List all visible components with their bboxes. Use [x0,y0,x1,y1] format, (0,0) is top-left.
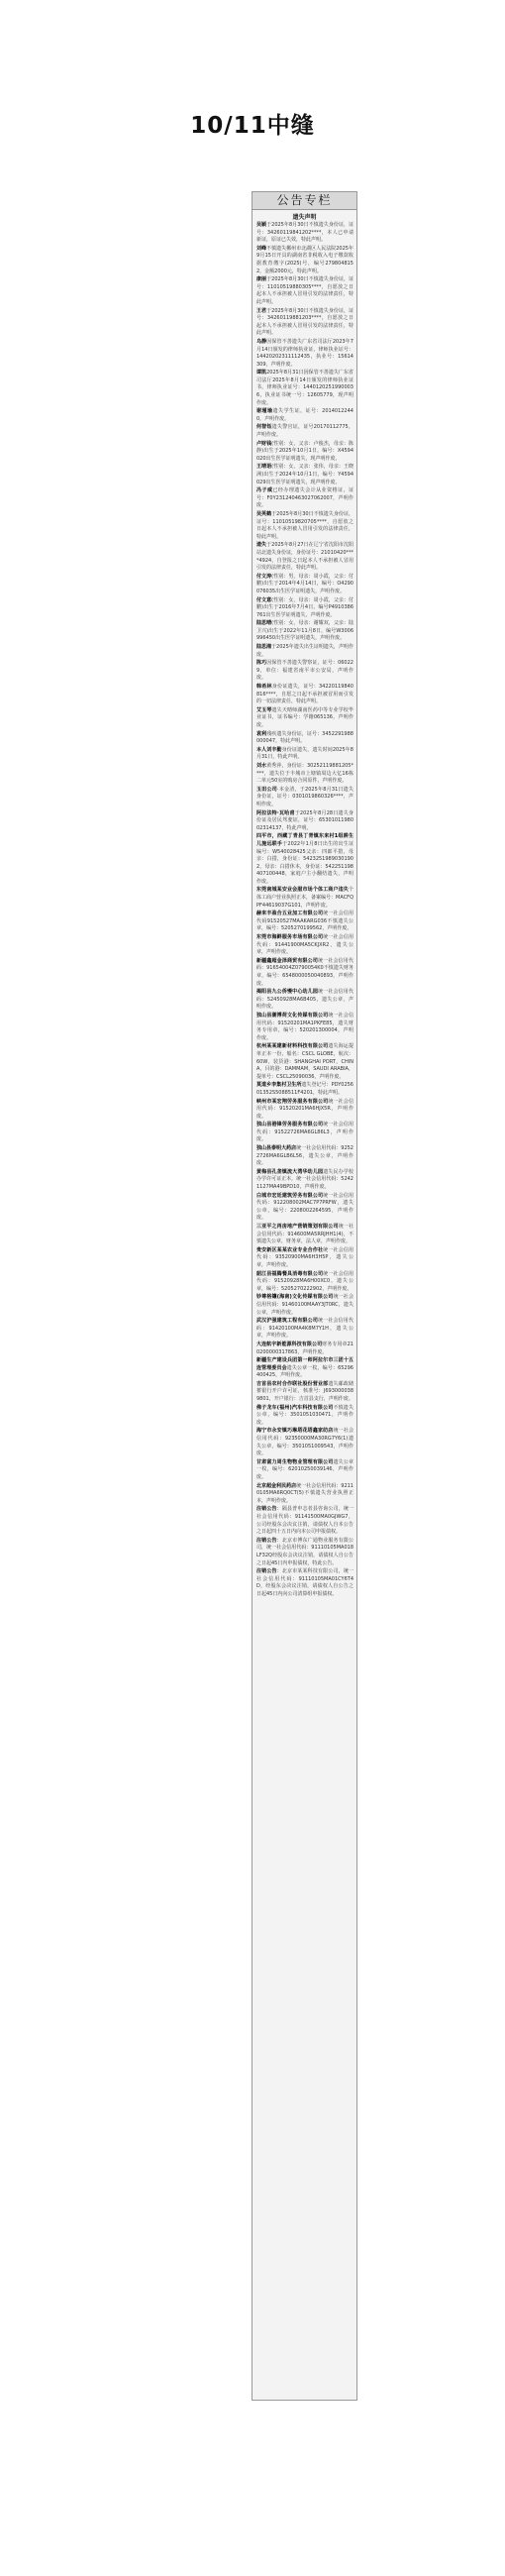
notice-item [256,308,354,338]
notice-item [256,1193,354,1223]
notice-body: ：隔县普申志者县咨询公司，统一社会信用代码：91141500MA0GJWG7，公司经股东会决议注销，请债权人自本公告之日起四十五日内向本公司申报债权。 [256,1506,354,1536]
notice-item [256,1459,354,1482]
notice-heading: 艾玉琴 [256,706,272,713]
notice-item [256,1271,354,1294]
page-title: 10/11中缝 [190,113,315,139]
notice-item [256,222,354,245]
notice-item [256,276,354,306]
notice-heading: 康丽 [256,276,267,283]
notice-body: 统一社会信用代码：92110105MA6RQ0CT(5)不慎遗失营业执照正本，声明作废。 [256,1482,354,1504]
notice-body: 因保管不善遗失广东省司法厅2023年7月14日颁发的律师执业证，律师执业证号：14420202311112435，执业号：15614309，声明作废。 [256,338,354,368]
notice-body: 统一社会信用代码：91520201MA1PKFE85，遗失财务专用章，编号：520201300004，声明作废。 [256,1012,354,1041]
notice-body: (性别：女，父亲：张伟，母亲：王晓洲)出生于2024年10月1日，编号：Y4594029出生医学证明遗失，现声明作废。 [256,464,354,485]
notice-item [256,958,354,988]
notice-heading: 冯子威 [256,487,273,494]
notice-heading: 注销公告 [256,1506,277,1513]
notice-heading: 付文意 [256,596,272,603]
notice-item [256,1381,354,1404]
notice-heading: 吴英鹤 [256,510,272,517]
notice-body: 遗失警官证，证号20170112775，声明作废。 [256,424,354,439]
notice-item [256,574,354,596]
notice-body: 身份证遗失，证号：34220119840816****，自愿之日起不承担被冒用而引发的一切法律责任，特此声明。 [256,684,354,705]
notice-heading: 何智钰 [256,424,272,431]
notice-item [256,644,354,659]
notice-item [256,1169,354,1192]
notice-heading: 陆思湘 [256,644,272,651]
notice-item [256,1099,354,1122]
notice-item [256,934,354,957]
notice-heading: 黄梅县孔垄镇流大湾华幼儿园 [256,1168,324,1175]
notice-item [256,424,354,439]
column-subheading: 遗失声明 [292,214,317,221]
notice-item [256,1013,354,1042]
notice-body: ：北京市博东广通物业服务有限公司，统一社会信用代码：91110105MA018LF32Q经股东会决议注销，请债权人自公告之日起45日内申报债权，特此公告。 [256,1537,354,1566]
notice-heading: 佛子龙车(福州)汽车科技有限公司 [256,1404,334,1411]
notice-body: 于2025年8月30日不慎遗失身份证，证号：11010519880305****，自愿放之日起本人不承担被人冒用引发的法律责任，特此声明。 [256,276,354,305]
notice-body: 于2022年1月8日出生的出生证编号：W540028425父亲：四郎平措，母亲：白措，身份证：54232519890301902，母亲：白措休本，身份证：542251198407100448，家庭户主小翻结遗失，声明作废。 [256,840,354,885]
notice-item [256,731,354,746]
notice-body: 统一社会信用代码：914600MA5RRJHH1(4)，不慎遗失公章，财务章，法人章，声明作废。 [256,1224,354,1245]
notice-body: 遗失民办学校办学许可证正本，统一社会信用代码：52421127MA49BPD10，声明作废。 [256,1168,354,1191]
notice-body: 统一社会信用代码：91654004Z0790054K0不慎遗失财务章，编号：6548000050040893，声明作废。 [256,957,354,987]
notice-item [256,747,354,762]
notice-heading: 贵安新区某某农业专业合作社 [256,1246,324,1253]
notice-item [256,1357,354,1380]
notice-item [256,511,354,541]
notice-item [256,487,354,510]
notice-heading: 独山县港锋劳务服务有限公司 [256,1122,324,1128]
notice-body: 2025年8月31日因保管不善遗失广东省司法厅2025年8月14日颁发的律师执业证书，律师执业证号：14401202519900036，执业证书统一号：12605779，现声明作废。 [256,370,354,406]
notice-body: (性别：女，母亲：周小霞，父亲：付鹏)出生于2016年7月4日，编号P4910386761出生医学证明遗失，声明作废。 [256,596,354,618]
notice-body: 个体工商户营业执照正本，备案编号：MACFQPF44619037G101，声明作废。 [256,887,354,909]
notice-body: 因保管不善遗失警察证，证号：060229，单位：福建省南平市公安局，声明作废。 [256,660,354,682]
notice-heading: 王靖语 [256,464,272,471]
notice-item [256,620,354,643]
notice-heading: 大连航宇新能源科技有限公司 [256,1341,323,1347]
notice-body: 遗失公章一枚，编号：65296400425，声明作废。 [256,1364,354,1379]
notice-body: 不慎遗失郴州市北湖区人民法院2025年9月15日开具的湖南省非税收入电子缴款收据教育缴字(2025)号，编号2798048152，金额2000元，特此声明。 [256,245,354,274]
notice-body: 统一社会信用代码：91420100MA4K8M7Y1H，遗失公章，声明作废。 [256,1318,354,1340]
notice-heading: 刘水 [256,762,267,769]
notice-item [256,887,354,910]
notice-body: 统一社会信用代码：91520928MA6H00XC0，遗失公章，编号：5205270222902，声明作废。 [256,1270,354,1292]
notice-item [256,707,354,730]
notice-heading: 陆思晴 [256,620,272,627]
notice-item [256,1568,354,1598]
notice-heading: 新疆生产建设兵团第一师阿拉尔市三团十五连管理委员会 [256,1357,354,1371]
notice-heading: 三亚平之再房地产营销策划有限公司 [256,1224,339,1230]
notice-heading: 注销公告 [256,1537,277,1544]
notice-heading: 白城市宏廷建筑劳务有限公司 [256,1192,324,1199]
notice-heading: 甘肃富力周生物物业管理有限公司 [256,1458,334,1465]
notice-heading: 谢瑾瑜 [256,408,273,415]
notice-body: ：北京市某某科技有限公司，统一社会信用代码：91110105MA01CY6T4D，经股东会决议注销，请债权人自公告之日起45日内向公司清算组申报债权。 [256,1568,354,1597]
notice-heading: 赫来丰盈合五业加工有限公司 [256,911,324,917]
notice-item [256,1224,354,1246]
notice-item [256,441,354,464]
notice-heading: 王君 [256,307,267,314]
notice-body: 遗失登记号：PDY025601352S5088511F4201，特此声明。 [256,1082,354,1096]
notice-heading: 吉首县农村合作联社股份营业部 [256,1380,329,1387]
notice-heading: 北京超金利民药店 [256,1482,297,1489]
notice-heading: 杭州某某建新材料科技有限公司 [256,1043,329,1050]
notice-item [256,1538,354,1567]
notice-item [256,1428,354,1457]
notice-heading: 海宁市永安镇巧琳塔花塔鑫家纺店 [256,1428,334,1435]
notice-column [252,191,357,2401]
notice-body: 不慎遗失公章，编号：3501051030471，声明作废。 [256,1404,354,1426]
notice-body: (性别：女，父亲：卢俊杰，母亲：陈静)出生于2025年10月1日，编号：X4594020出生医学证明遗失，现声明作废。 [256,440,354,462]
notice-item [256,763,354,786]
notice-heading: 玉田公司 [256,786,277,793]
notice-heading: 独山县潮博荷文化传媒有限公司 [256,1012,329,1019]
notice-item [256,464,354,486]
notice-body: 统一社会信用代码：92350000MA30RG7Y6(1)遗失公章，编号：3501051009543，声明作废。 [256,1428,354,1457]
notice-item [256,1405,354,1428]
notice-heading: 遗失 [256,542,267,549]
notice-heading: 韩希林 [256,684,272,691]
notice-heading: 钞尊格镶(海南)文化传媒有限公司 [256,1294,334,1301]
notice-item [256,810,354,833]
notice-body: 于2025年8月30日不慎遗失身份证，证号：34260119881203****，自愿放之日起本人不承担被人冒用引发的法律责任，特此声明。 [256,307,354,337]
notice-item [256,684,354,706]
notice-heading: 韶江县福腾餐具消毒有限公司 [256,1270,324,1277]
notice-body: (性别：男，母亲：周小霞，父亲：付鹏)出生于2014年4月14日，编号：O4290076035出生医学证明遗失，声明作废。 [256,573,354,594]
notice-body: 残疾遗失身份证，证号：3452291988000047，特此声明。 [256,730,354,745]
notice-heading: 四平市，西藏丁青县丁青镇东来村1组耕生儿施远联手 [256,833,354,847]
notice-body: 统一社会信用代码：91520201MA6HJX5R，声明作废。 [256,1098,354,1120]
notice-body: 身份证遗失，遗失时间2025年8月31日，特此声明。 [256,746,354,761]
notice-item [256,339,354,369]
notice-heading: 刘峰 [256,245,267,252]
notice-body: 黄秀萍，身份证：30252119881205****，遗失位于丰城市上塘镇周边大亿16栋二单元50室的购房合同原件，声明作废。 [256,762,354,785]
notice-body: (性别：女，母亲：谢耀双，父亲：陆卫兴)出生于2022年11月8日，编号W3006996450出生医学证明遗失，声明作废。 [256,620,354,642]
notice-body: ·本金清，于2025年8月31日遗失身份证，证号：0301019860326****，声明作废。 [256,786,354,807]
notice-item [256,1506,354,1536]
notice-heading: 注销公告 [256,1568,277,1575]
notice-body: 统一社会信用代码91520527MAAKARG036不慎遗失公章，编号：5205270199562，声明作废。 [256,911,354,932]
notice-heading: 东莞南城某安业会服市场个体工商户违失 [256,887,349,894]
notice-body: 统一社会信用代码：91460100MAAY3JT0RC，遗失公章，声明作废。 [256,1294,354,1316]
notice-body: 遗失海运提单正本一份，船名：CSCL GLOBE，航次：60W，装货港：SHANGHAI PORT，CHINA，目的港：DAMMAM，SAUDI ARABIA，提单号：CSCL25090036，声明作废。 [256,1043,354,1080]
notice-item [256,833,354,886]
notice-heading: 吴颖 [256,222,267,228]
notice-heading: 本人刘丰勤 [256,746,282,753]
notice-item [256,1247,354,1270]
notice-item [256,989,354,1012]
notice-body: 统一社会信用代码：52450928MA6B405，遗失公章，声明作废。 [256,989,354,1011]
notice-heading: 付文涛 [256,573,272,580]
notice-body: 财务专用章210200000317863，声明作废。 [256,1341,354,1355]
notice-item [256,911,354,933]
notice-body: 遗失邮政储蓄银行开户许可证，核准号：J6930000389801，开户银行：吉首县支行，声明作废。 [256,1380,354,1403]
notice-body: 于2025年8月30日不慎遗失身份证，证号：34260119841202****，本人已申请新证，原证已失效，特此声明。 [256,222,354,244]
notice-body: 统一社会信用代码：92522726MA6GLB6L56，遗失公章，声明作废。 [256,1145,354,1167]
notice-item [256,1318,354,1341]
notice-body: 于2025年遗失出生证明遗失，声明作废。 [256,644,354,658]
notice-heading: 阿拉法特·瓦哈甫 [256,809,295,816]
notice-heading: 新疆鑫超金泽商贸有限公司 [256,957,318,964]
notice-item [256,787,354,809]
notice-item [256,1043,354,1081]
notice-item [256,1145,354,1168]
notice-item [256,1342,354,1356]
notice-body: 已经办理遗失会计从业资格证，证号：F0Y231240463027062007，声明作废。 [256,487,354,509]
notice-item [256,1122,354,1144]
notice-heading: 卢财钱 [256,440,272,447]
notice-body: 统一社会信用代码：93520900MA6H3H5P，遗失公章，声明作废。 [256,1246,354,1268]
notice-heading: 莫道乡李集村卫生所 [256,1082,302,1089]
notice-item [256,370,354,407]
notice-heading: 武汉沪强建筑工程有限公司 [256,1318,318,1325]
notice-body: 统一社会信用代码：912208002MAC7P7PRFW，遗失公章，编号：2208002264595，声明作废。 [256,1192,354,1222]
notice-item [256,246,354,275]
notice-item [256,597,354,620]
notice-heading: 揭阳县九公侨慢中心幼儿园 [256,989,318,996]
notice-body: 统一社会信用代码：91441900MA5CKJXR2，遗失公章，声明作废。 [256,934,354,956]
notice-heading: 乌静 [256,338,267,345]
notice-body: 于2025年8月27日在辽宁省沈阳市沈阳站北遗失身份证，身份证号：21010420****4924，自登报之日起本人不承担被人冒用引发的法律责任，特此声明。 [256,542,354,572]
notice-heading: 峡州市某宏翔劳务服务有限公司 [256,1098,329,1105]
column-heading: 公告专栏 [252,192,356,210]
notice-heading: 独山县泰明大药店 [256,1145,297,1152]
notice-item [256,1483,354,1506]
notice-heading: 陈巧 [256,660,267,667]
notice-item [256,1082,354,1097]
notice-body: 统一社会信用代码：91522726MA6GL86L3，声明作废。 [256,1122,354,1143]
notice-heading: 谭凯 [256,370,267,376]
notice-body: 遗失学生证，证号：20140122440，声明作废。 [256,408,354,422]
notice-item [256,660,354,683]
notice-heading: 东莞市海鲜服务市场有限公司 [256,934,324,941]
notice-body: 于2025年8月30日不慎遗失身份证，证号：11010519820705****，自愿放之日起本人不承担被人冒用引发的法律责任，特此声明。 [256,510,354,540]
notice-body: 于2025年8月28日遗失身份证及居民驾驶证，证号：6530101198002314137，特此声明。 [256,809,354,831]
notice-heading: 袁利 [256,730,267,737]
notice-item [256,1294,354,1317]
notice-body: 遗失公章一枚，编号：62010250039146，声明作废。 [256,1458,354,1480]
notice-body: 遗失天晴师湖南医药中等专业学校毕业证书，证书编号：学籍065136，声明作废。 [256,706,354,728]
notice-item [256,542,354,572]
notice-list [252,221,356,1599]
notice-item [256,408,354,423]
